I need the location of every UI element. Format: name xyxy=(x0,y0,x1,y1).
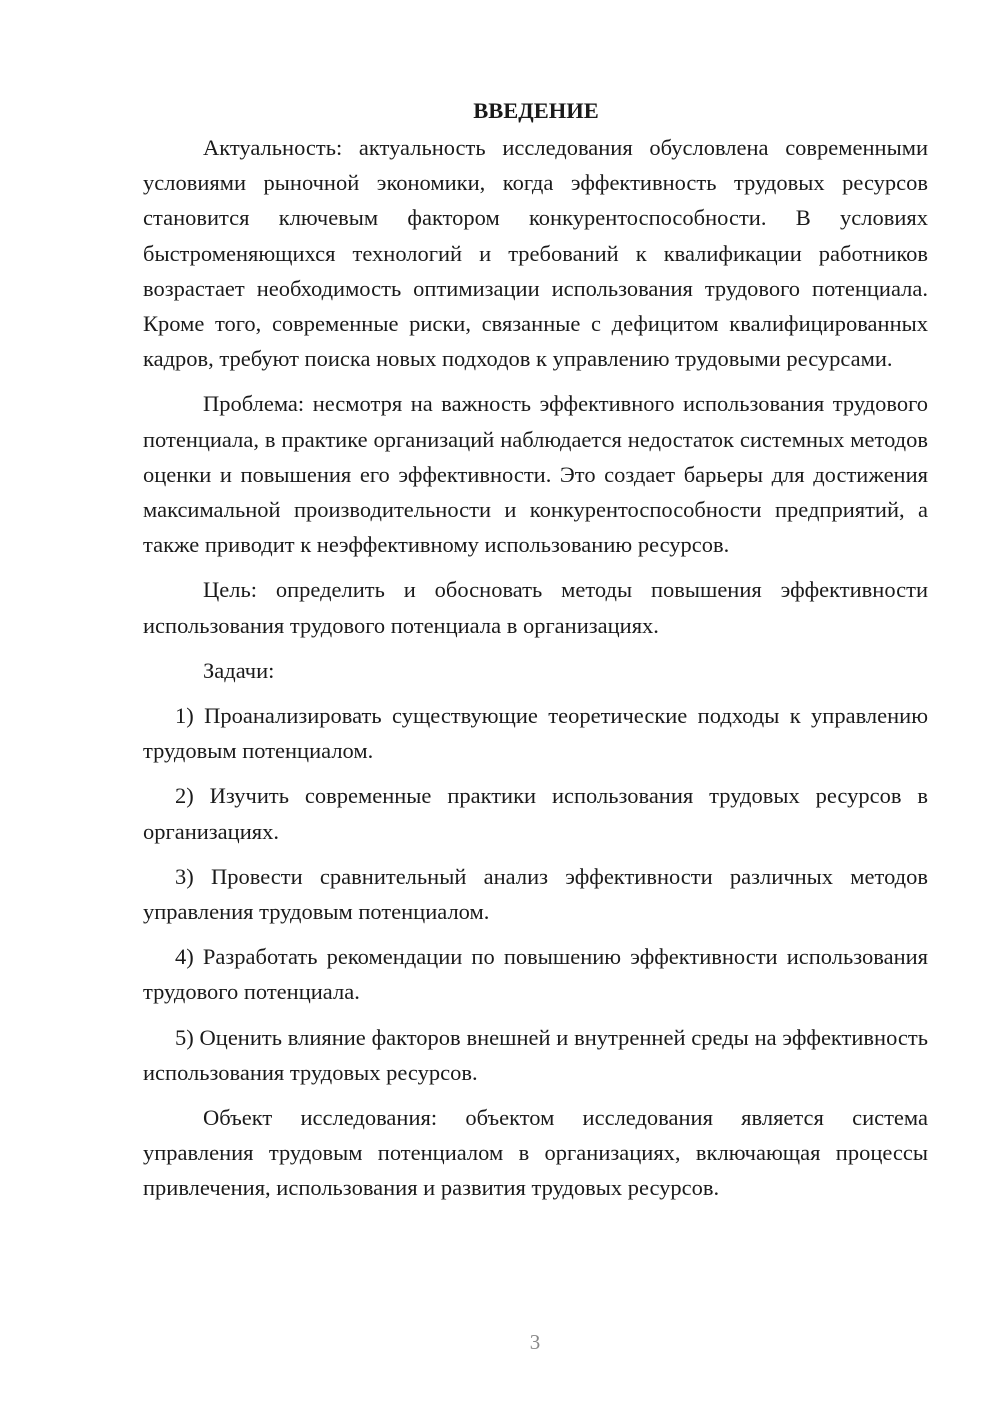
task-item-1: 1) Проанализировать существующие теоретические подходы к управлению трудовым потенциалом. xyxy=(143,703,928,764)
page-body xyxy=(143,93,928,1216)
tasks-label: Задачи: xyxy=(203,657,275,683)
section-heading: ВВЕДЕНИЕ xyxy=(473,98,599,123)
relevance-paragraph: Актуальность: актуальность исследования обусловлена современными условиями рыночной экономики, когда эффективность трудовых ресурсов становится ключевым фактором конкурентоспособности. В условиях быстроменяющихся технологий и требований к квалификации работников возрастает необходимость оптимизации использования трудового потенциала. Кроме того, современные риски, связанные с дефицитом квалифицированных кадров, требуют поиска новых подходов к управлению трудовыми ресурсами. xyxy=(143,135,928,372)
page-number: 3 xyxy=(529,1330,541,1354)
task-item-4: 4) Разработать рекомендации по повышению эффективности использования трудового потенциала. xyxy=(143,944,928,1005)
task-item-3: 3) Провести сравнительный анализ эффективности различных методов управления трудовым потенциалом. xyxy=(143,863,928,925)
problem-paragraph: Проблема: несмотря на важность эффективного использования трудового потенциала, в практике организаций наблюдается недостаток системных методов оценки и повышения его эффективности. Это создает барьеры для достижения максимальной производительности и конкурентоспособности предприятий, а также приводит к неэффективному использованию ресурсов. xyxy=(143,391,928,558)
goal-paragraph: Цель: определить и обосновать методы повышения эффективности использования трудового потенциала в организациях. xyxy=(143,577,928,638)
task-item-5: 5) Оценить влияние факторов внешней и внутренней среды на эффективность использования трудовых ресурсов. xyxy=(143,1024,928,1085)
object-paragraph: Объект исследования: объектом исследования является система управления трудовым потенциалом в организациях, включающая процессы привлечения, использования и развития трудовых ресурсов. xyxy=(143,1105,928,1201)
task-item-2: 2) Изучить современные практики использования трудовых ресурсов в организациях. xyxy=(143,783,928,844)
